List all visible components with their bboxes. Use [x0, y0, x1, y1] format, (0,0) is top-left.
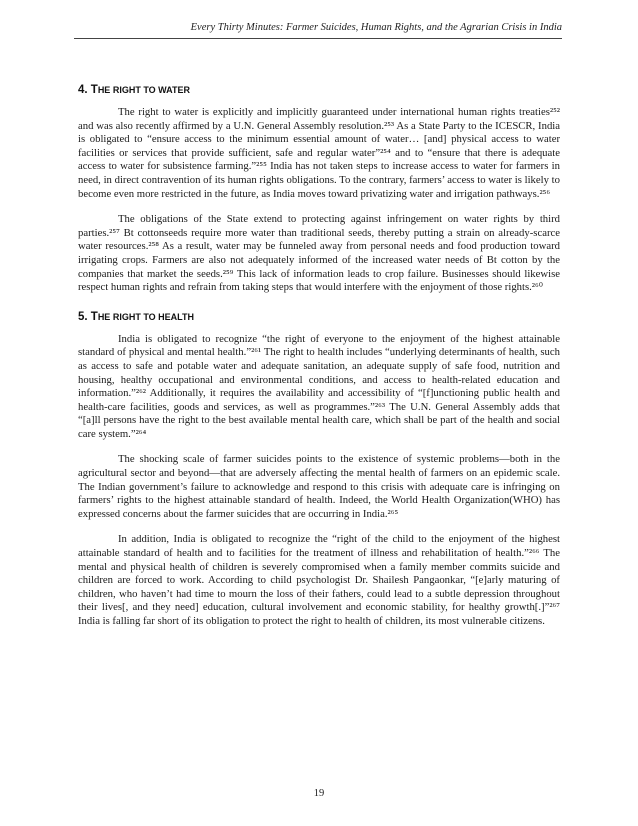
page-number: 19: [313, 788, 325, 799]
heading-text: HE RIGHT TO WATER: [97, 85, 190, 95]
section-heading-water: [78, 84, 560, 96]
paragraph: In addition, India is obligated to recognize the “right of the child to the enjoyment of the highest attainable standard of health and to facilities for the treatment of illness and rehabilitation of health.”²⁶⁶ The mental and physical health of children is severely compromised when a family member commits suicide and children are forced to work. According to child psychologist Dr. Shailesh Pangaonkar, “[e]arly maturing of children, who haven’t had time to mourn the loss of their fathers, could lead to a subtle depression throughout their lives[, and they need] education, cultural involvement and economic stability, for healthy growth[.]”²⁶⁷ India is falling far short of its obligation to protect the right to health of children, its most vulnerable citizens.: [78, 533, 560, 627]
heading-number: 5. T: [78, 310, 98, 323]
document-body: [78, 84, 560, 641]
section-right-to-health: [78, 311, 560, 629]
section-heading-health: [78, 311, 560, 323]
paragraph: India is obligated to recognize “the right of everyone to the enjoyment of the highest attainable standard of physical and mental health.”²⁶¹ The right to health includes “underlying determinants of health, such as access to safe and potable water and adequate sanitation, an adequate supply of safe food, nutrition and housing, healthy occupational and environmental conditions, and access to health-related education and information.”²⁶² Additionally, it requires the availability and accessibility of “[f]unctioning public health and health-care facilities, goods and services, as well as programmes.”²⁶³ The U.N. General Assembly adds that “[a]ll persons have the right to the best available mental health care, which shall be part of the health and social care system.”²⁶⁴: [78, 332, 560, 440]
paragraph: The obligations of the State extend to protecting against infringement on water rights by third parties.²⁵⁷ Bt cottonseeds require more water than traditional seeds, thereby putting a strain on already-scarce water resources.²⁵⁸ As a result, water may be funneled away from personal needs and food production toward irrigating crops. Farmers are also not adequately informed of the increased water needs of Bt cotton by the companies that market the seeds.²⁵⁹ This lack of information leads to crop failure. Businesses should likewise respect human rights and refrain from taking steps that would interfere with the enjoyment of those rights.²⁶⁰: [78, 213, 560, 294]
paragraph: The shocking scale of farmer suicides points to the existence of systemic problems—both in the agricultural sector and beyond—that are adversely affecting the mental health of farmers on an epidemic scale. The Indian government’s failure to acknowledge and respond to this crisis with adequate care is infringing on farmers’ rights to the highest attainable standard of health. Indeed, the World Health Organization(WHO) has expressed concerns about the farmer suicides that are occurring in India.²⁶⁵: [78, 453, 560, 520]
paragraph: The right to water is explicitly and implicitly guaranteed under international human rights treaties²⁵² and was also recently affirmed by a U.N. General Assembly resolution.²⁵³ As a State Party to the ICESCR, India is obligated to “ensure access to the minimum essential amount of water… [and] physical access to water facilities or services that provide sufficient, safe and regular water”²⁵⁴ and to “ensure that there is adequate access to water for subsistence farming.”²⁵⁵ India has not taken steps to increase access to water for farmers in need, in direct contravention of its human rights obligations. To the contrary, farmers’ access to water is likely to become even more restricted in the future, as India moves toward privatizing water and irrigation pathways.²⁵⁶: [78, 106, 560, 200]
heading-number: 4. T: [78, 84, 98, 96]
running-header: Every Thirty Minutes: Farmer Suicides, Human Rights, and the Agrarian Crisis in India: [74, 22, 562, 39]
heading-text: HE RIGHT TO HEALTH: [97, 311, 194, 322]
section-right-to-water: [78, 84, 560, 295]
